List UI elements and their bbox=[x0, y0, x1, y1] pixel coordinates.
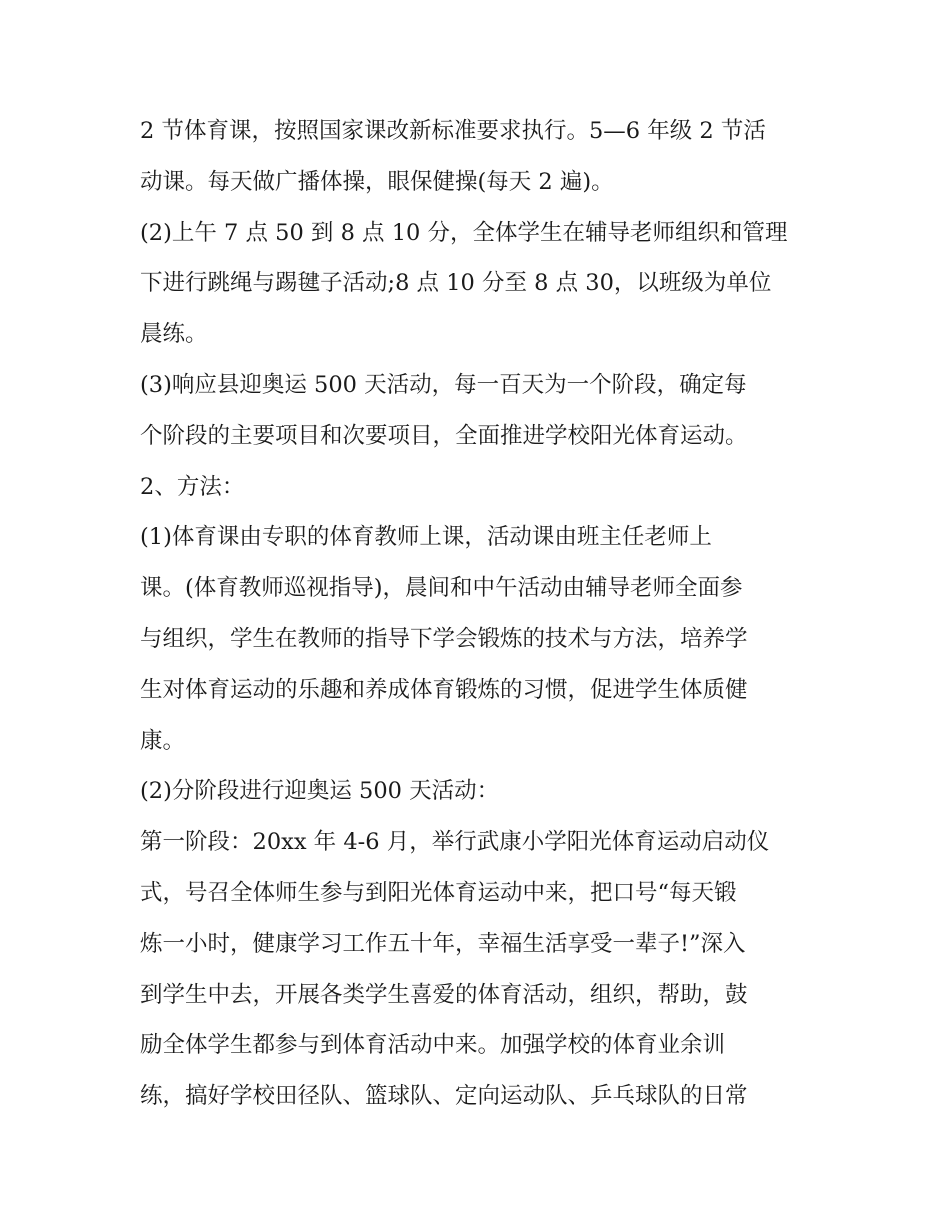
text-line: 课。(体育教师巡视指导)，晨间和中午活动由辅导老师全面参 bbox=[140, 575, 743, 602]
text-line: 动课。每天做广播体操，眼保健操(每天 2 遍)。 bbox=[140, 168, 614, 195]
text-line: 与组织，学生在教师的指导下学会锻炼的技术与方法，培养学 bbox=[140, 625, 748, 652]
text-line: 练，搞好学校田径队、篮球队、定向运动队、乒乓球队的日常 bbox=[140, 1083, 748, 1110]
text-line: 晨练。 bbox=[140, 321, 208, 348]
text-line: 康。 bbox=[140, 727, 186, 754]
text-line: (2)分阶段进行迎奥运 500 天活动： bbox=[140, 778, 500, 805]
text-line: 到学生中去，开展各类学生喜爱的体育活动，组织，帮助，鼓 bbox=[140, 981, 748, 1008]
text-line: 第一阶段：20xx 年 4-6 月，举行武康小学阳光体育运动启动仪 bbox=[140, 829, 770, 856]
text-line: 励全体学生都参与到体育活动中来。加强学校的体育业余训 bbox=[140, 1032, 726, 1059]
body-text bbox=[140, 106, 820, 1122]
text-line: (3)响应县迎奥运 500 天活动，每一百天为一个阶段，确定每 bbox=[140, 371, 747, 398]
section-heading: 2、方法： bbox=[140, 473, 245, 500]
text-line: 生对体育运动的乐趣和养成体育锻炼的习惯，促进学生体质健 bbox=[140, 676, 748, 703]
text-line: 炼一小时，健康学习工作五十年，幸福生活享受一辈子!”深入 bbox=[140, 930, 746, 957]
text-line: (2)上午 7 点 50 到 8 点 10 分，全体学生在辅导老师组织和管理 bbox=[140, 219, 788, 246]
text-line: 下进行跳绳与踢毽子活动;8 点 10 分至 8 点 30，以班级为单位 bbox=[140, 270, 772, 297]
text-line: (1)体育课由专职的体育教师上课，活动课由班主任老师上 bbox=[140, 524, 712, 551]
text-line: 2 节体育课，按照国家课改新标准要求执行。5—6 年级 2 节活 bbox=[140, 118, 766, 144]
text-line: 式，号召全体师生参与到阳光体育运动中来，把口号“每天锻 bbox=[140, 879, 737, 906]
text-line: 个阶段的主要项目和次要项目，全面推进学校阳光体育运动。 bbox=[140, 422, 748, 449]
